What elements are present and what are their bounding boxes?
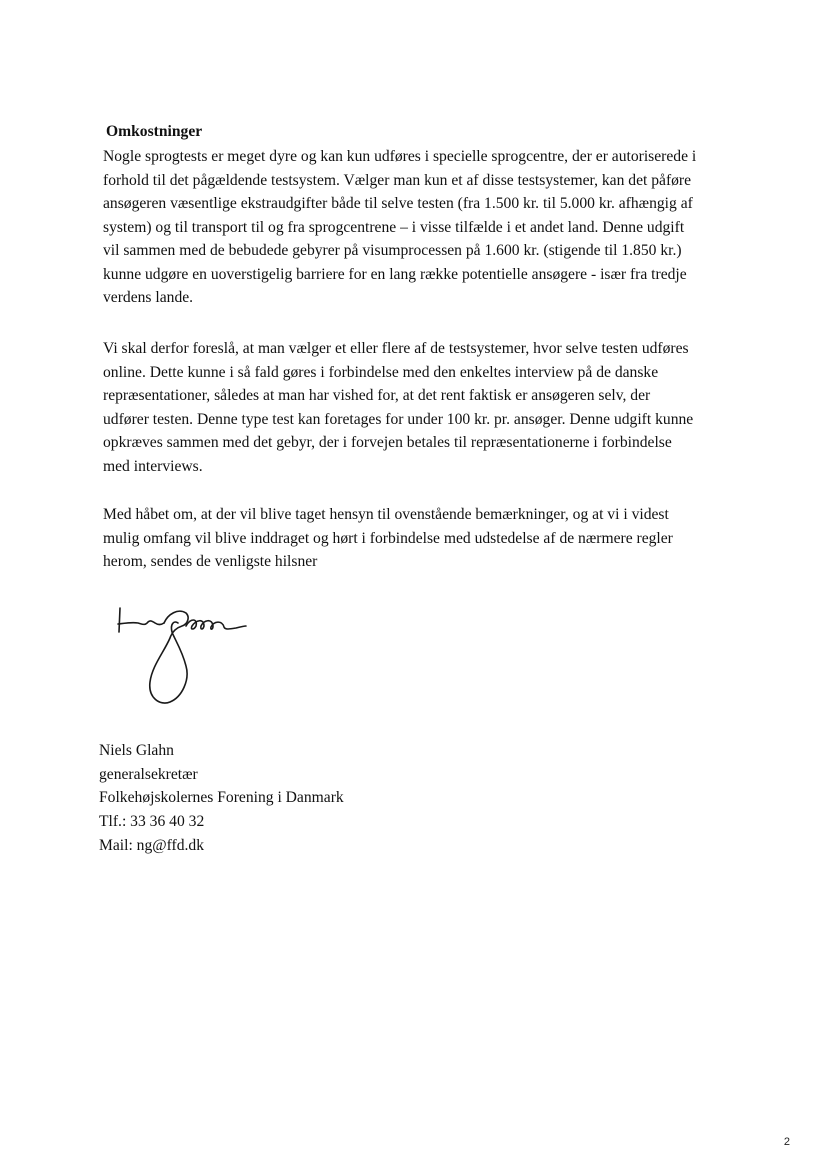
paragraph-line: forhold til det pågældende testsystem. Vælger man kun et af disse testsystemer, kan det påføre <box>103 171 692 189</box>
paragraph-line: system) og til transport til og fra sprogcentrene – i visse tilfælde i et andet land. Denne udgift <box>103 218 685 236</box>
paragraph-closing <box>103 503 763 574</box>
paragraph-proposal <box>103 337 763 478</box>
paragraph-line: med interviews. <box>103 457 203 475</box>
paragraph-line: verdens lande. <box>103 289 194 306</box>
paragraph-line: online. Dette kunne i så fald gøres i forbindelse med den enkeltes interview på de danske <box>103 363 659 381</box>
paragraph-line: kunne udgøre en uoverstigelig barriere for en lang række potentielle ansøgere - især fra tredje <box>103 265 687 283</box>
page-number: 2 <box>783 1136 790 1148</box>
paragraph-line: mulig omfang vil blive inddraget og hørt i forbindelse med udstedelse af de nærmere regler <box>103 529 673 547</box>
sender-block <box>99 739 344 858</box>
sender-name: Niels Glahn <box>99 742 174 759</box>
handwritten-signature <box>112 596 262 714</box>
paragraph-line: Vi skal derfor foreslå, at man vælger et eller flere af de testsystemer, hvor selve testen udføres <box>103 340 689 357</box>
paragraph-line: herom, sendes de venligste hilsner <box>103 553 318 570</box>
paragraph-line: udfører testen. Denne type test kan foretages for under 100 kr. pr. ansøger. Denne udgift kunne <box>103 410 694 428</box>
paragraph-line: Med håbet om, at der vil blive taget hensyn til ovenstående bemærkninger, og at vi i videst <box>103 506 669 523</box>
sender-title: generalsekretær <box>99 765 198 783</box>
paragraph-line: repræsentationer, således at man har vished for, at det rent faktisk er ansøgeren selv, der <box>103 387 651 404</box>
sender-mail: Mail: ng@ffd.dk <box>99 836 205 854</box>
paragraph-costs <box>103 145 763 310</box>
paragraph-line: opkræves sammen med det gebyr, der i forvejen betales til repræsentationerne i forbindelse <box>103 434 672 451</box>
sender-phone: Tlf.: 33 36 40 32 <box>99 813 205 831</box>
paragraph-line: ansøgeren væsentlige ekstraudgifter både til selve testen (fra 1.500 kr. til 5.000 kr. afhængig af <box>103 195 693 212</box>
section-heading: Omkostninger <box>106 123 203 140</box>
paragraph-line: vil sammen med de bebudede gebyrer på visumprocessen på 1.600 kr. (stigende til 1.850 kr.) <box>103 242 682 259</box>
paragraph-line: Nogle sprogtests er meget dyre og kan kun udføres i specielle sprogcentre, der er autoriserede i <box>103 148 697 165</box>
sender-organization: Folkehøjskolernes Forening i Danmark <box>99 789 344 807</box>
